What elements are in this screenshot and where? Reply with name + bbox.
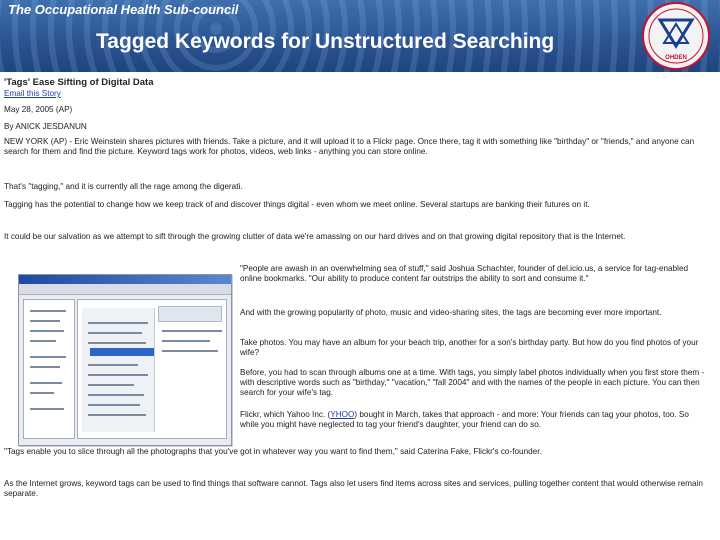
article-paragraph: "People are awash in an overwhelming sea of stuff," said Joshua Schachter, founder of del.icio.us, a service for tag-enabled online bookmarks. "Our ability to produce content far outstrips the ability to sort and consume it." <box>240 264 689 283</box>
email-story-link[interactable]: Email this Story <box>4 89 61 98</box>
photo-organizer-screenshot-icon <box>18 274 232 446</box>
article-paragraph: Flickr, which Yahoo Inc. (YHOO) bought in March, takes that approach - and more: Your friends can tag your photos, too. So while you might have neglected to tag your friend's daughter, your friend can do so. <box>240 410 689 429</box>
window-toolbar <box>19 284 231 295</box>
article-document <box>0 72 720 540</box>
article-paragraph: Tagging has the potential to change how we keep track of and discover things digital - even whom we meet online. Several startups are banking their futures on it. <box>4 200 590 209</box>
article-paragraph: It could be our salvation as we attempt to sift through the growing clutter of data we're amassing on our hard drives and on that growing digital repository that is the Internet. <box>4 232 626 241</box>
list-header <box>158 306 222 322</box>
article-paragraph: NEW YORK (AP) - Eric Weinstein shares pictures with friends. Take a picture, and it will upload it to a Flickr page. Once there, tag it with something like "birthday" or "friends," and anyone can search for them and find the picture. Keyword tags work for photos, videos, web links - anything you can store online. <box>4 137 695 156</box>
slide-header <box>0 0 720 72</box>
article-headline: 'Tags' Ease Sifting of Digital Data <box>4 77 154 88</box>
window-sidebar <box>23 299 75 439</box>
window-main-pane <box>77 299 227 439</box>
header-subtitle: The Occupational Health Sub-council <box>8 2 239 17</box>
yhoo-ticker-link[interactable]: YHOO <box>330 410 355 419</box>
article-paragraph: "Tags enable you to slice through all the photographs that you've got in whatever way you want to find them," said Caterina Fake, Flickr's co-founder. <box>4 447 542 456</box>
article-paragraph: And with the growing popularity of photo, music and video-sharing sites, the tags are becoming ever more important. <box>240 308 662 317</box>
article-byline: By ANICK JESDANUN <box>4 122 87 131</box>
article-paragraph: That's "tagging," and it is currently all the rage among the digerati. <box>4 182 243 191</box>
article-paragraph: Take photos. You may have an album for your beach trip, another for a son's birthday party. But how do you find photos of your wife? <box>240 338 699 357</box>
article-date: May 28, 2005 (AP) <box>4 105 73 114</box>
article-paragraph: As the Internet grows, keyword tags can be used to find things that software cannot. Tags also let users find items across sites and services, pulling together content that would otherwise remain separate. <box>4 479 703 498</box>
article-paragraph: Before, you had to scan through albums one at a time. With tags, you simply label photos individually when you first store them - with descriptive words such as "birthday," "vacation," "fall 2004" and with the names of the people in each picture. You can then search for your wife's tag. <box>240 368 705 397</box>
slide-title: Tagged Keywords for Unstructured Searching <box>96 30 555 53</box>
logo-text: OHDEN <box>665 55 687 61</box>
organization-seal-icon <box>640 1 712 71</box>
folder-list <box>82 308 155 432</box>
window-titlebar <box>19 275 231 284</box>
